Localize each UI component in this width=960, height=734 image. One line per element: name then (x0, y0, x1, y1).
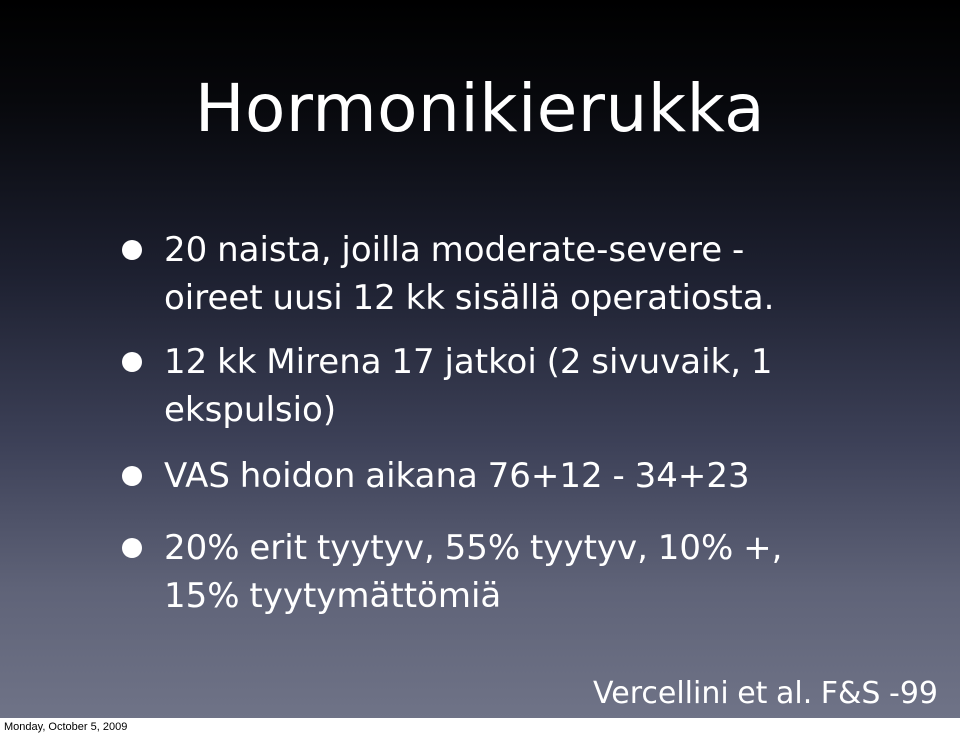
bullet-item (122, 452, 922, 500)
footer-date: Monday, October 5, 2009 (4, 721, 128, 733)
bullet-text: 20 naista, joilla moderate-severe - oireet uusi 12 kk sisällä operatiosta. (164, 230, 775, 318)
bullet-dot-icon (122, 352, 142, 372)
citation: Vercellini et al. F&S -99 (593, 676, 938, 711)
bullet-item (122, 226, 922, 322)
bullet-text: VAS hoidon aikana 76+12 - 34+23 (164, 456, 750, 496)
bullet-dot-icon (122, 466, 142, 486)
bullet-item (122, 524, 922, 620)
bullet-text: 20% erit tyytyv, 55% tyytyv, 10% +, 15% tyytymättömiä (164, 528, 783, 616)
bullet-dot-icon (122, 538, 142, 558)
bullet-dot-icon (122, 240, 142, 260)
slide-title: Hormonikierukka (194, 70, 766, 147)
bullet-text: 12 kk Mirena 17 jatkoi (2 sivuvaik, 1 ekspulsio) (164, 342, 773, 430)
bullet-item (122, 338, 922, 434)
bullet-list (122, 226, 922, 620)
